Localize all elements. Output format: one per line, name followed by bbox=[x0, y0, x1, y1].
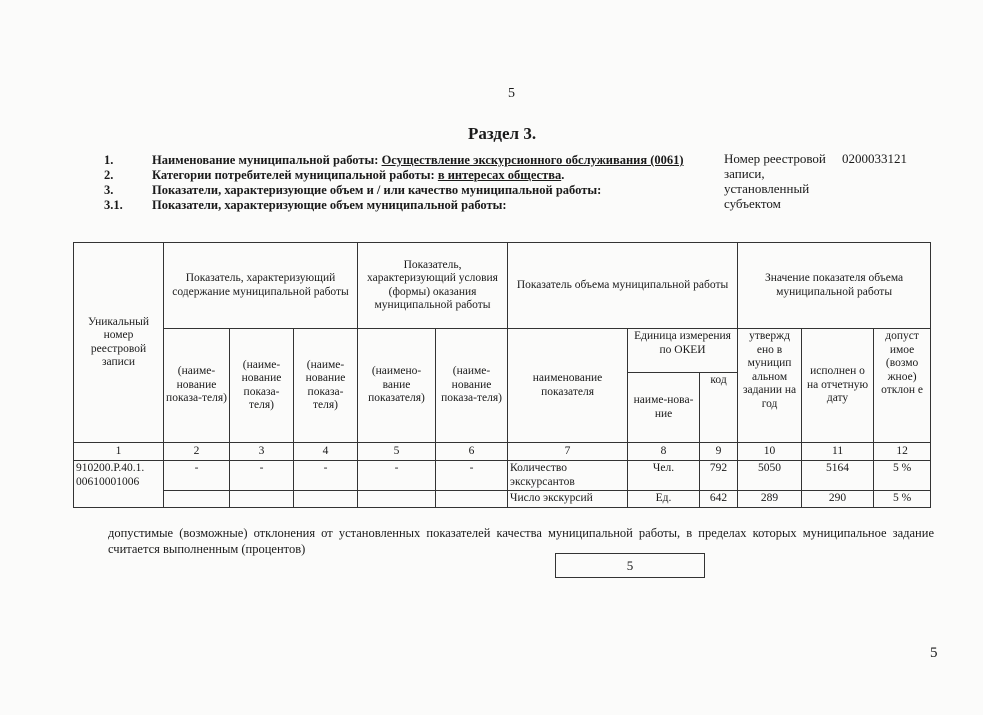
table-row bbox=[74, 491, 931, 508]
header-content-group: Показатель, характеризующий содержание муниципальной работы bbox=[164, 243, 358, 329]
dash-cell: - bbox=[164, 461, 230, 491]
registry-number: 0200033121 bbox=[842, 151, 907, 166]
column-number: 4 bbox=[294, 443, 358, 461]
section-title: Раздел 3. bbox=[468, 124, 537, 143]
empty-cell bbox=[358, 491, 436, 508]
header-unit: Единица измерения по ОКЕИ bbox=[628, 329, 738, 373]
column-number: 7 bbox=[508, 443, 628, 461]
registry-label-2: записи, bbox=[724, 166, 765, 181]
empty-cell bbox=[164, 491, 230, 508]
approved-value: 5050 bbox=[738, 461, 802, 491]
deviation-note: допустимые (возможные) отклонения от установленных показателей качества муниципальной работы, в пределах которых муниципальное задание считается выполненным (процентов) bbox=[108, 526, 934, 556]
approved-value: 289 bbox=[738, 491, 802, 508]
indicator-name: Число экскурсий bbox=[508, 491, 628, 508]
registry-label-1: Номер реестровой bbox=[724, 151, 826, 166]
column-number: 12 bbox=[874, 443, 931, 461]
header-unit-code: код bbox=[700, 373, 738, 443]
unit-code: 792 bbox=[700, 461, 738, 491]
header-deviation: допуст имое (возмо жное) отклон е bbox=[874, 329, 931, 443]
header-content-name-3: (наиме-нование показа-теля) bbox=[294, 329, 358, 443]
record-id: 910200.Р.40.1. 00610001006 bbox=[74, 461, 164, 508]
dash-cell: - bbox=[436, 461, 508, 491]
unit-code: 642 bbox=[700, 491, 738, 508]
column-number: 11 bbox=[802, 443, 874, 461]
work-name: Осуществление экскурсионного обслуживания (0061) bbox=[381, 153, 684, 167]
column-number: 8 bbox=[628, 443, 700, 461]
header-conditions-group: Показатель, характеризующий условия (формы) оказания муниципальной работы bbox=[358, 243, 508, 329]
header-volume-group: Показатель объема муниципальной работы bbox=[508, 243, 738, 329]
executed-value: 290 bbox=[802, 491, 874, 508]
unit-name: Чел. bbox=[628, 461, 700, 491]
empty-cell bbox=[294, 491, 358, 508]
deviation-value: 5 % bbox=[874, 491, 931, 508]
column-number: 6 bbox=[436, 443, 508, 461]
volume-indicators-table bbox=[73, 242, 931, 508]
registry-label-4: субъектом bbox=[724, 196, 781, 211]
list-item bbox=[104, 168, 716, 183]
item-label: Показатели, характеризующие объем муниципальной работы: bbox=[152, 198, 507, 212]
header-content-name-2: (наиме-нование показа-теля) bbox=[230, 329, 294, 443]
header-content-name-1: (наиме-нование показа-теля) bbox=[164, 329, 230, 443]
item-number: 2. bbox=[104, 168, 114, 182]
item-label: Наименование муниципальной работы: bbox=[152, 153, 379, 167]
work-description-list bbox=[104, 153, 716, 213]
column-number: 3 bbox=[230, 443, 294, 461]
header-row bbox=[74, 329, 931, 373]
empty-cell bbox=[230, 491, 294, 508]
dash-cell: - bbox=[358, 461, 436, 491]
page-number-top: 5 bbox=[508, 86, 515, 101]
list-item bbox=[104, 198, 716, 213]
header-value-group: Значение показателя объема муниципальной работы bbox=[738, 243, 931, 329]
list-item bbox=[104, 153, 716, 168]
header-approved: утвержд ено в муницип альном задании на год bbox=[738, 329, 802, 443]
header-indicator-name: наименование показателя bbox=[508, 329, 628, 443]
registry-info bbox=[724, 151, 907, 211]
consumer-category: в интересах общества bbox=[437, 168, 562, 182]
header-form-name-2: (наиме-нование показа-теля) bbox=[436, 329, 508, 443]
header-unique-number: Уникальный номер реестровой записи bbox=[74, 243, 164, 443]
executed-value: 5164 bbox=[802, 461, 874, 491]
item-number: 3.1. bbox=[104, 198, 123, 212]
item-label: Категории потребителей муниципальной работы: bbox=[152, 168, 435, 182]
header-executed: исполнен о на отчетную дату bbox=[802, 329, 874, 443]
column-number: 1 bbox=[74, 443, 164, 461]
deviation-value-box: 5 bbox=[555, 553, 705, 578]
item-number: 1. bbox=[104, 153, 114, 167]
dash-cell: - bbox=[230, 461, 294, 491]
header-unit-name: наиме-нова-ние bbox=[628, 373, 700, 443]
column-number: 2 bbox=[164, 443, 230, 461]
item-end: . bbox=[561, 168, 565, 182]
indicator-name: Количество экскурсантов bbox=[508, 461, 628, 491]
page-number-bottom: 5 bbox=[930, 645, 938, 661]
item-number: 3. bbox=[104, 183, 114, 197]
list-item bbox=[104, 183, 716, 198]
header-form-name-1: (наимено-вание показателя) bbox=[358, 329, 436, 443]
column-number: 10 bbox=[738, 443, 802, 461]
header-row bbox=[74, 243, 931, 329]
column-number: 9 bbox=[700, 443, 738, 461]
empty-cell bbox=[436, 491, 508, 508]
deviation-value: 5 % bbox=[874, 461, 931, 491]
dash-cell: - bbox=[294, 461, 358, 491]
column-number: 5 bbox=[358, 443, 436, 461]
item-label: Показатели, характеризующие объем и / или качество муниципальной работы: bbox=[152, 183, 602, 197]
registry-label-3: установленный bbox=[724, 181, 810, 196]
table-row bbox=[74, 461, 931, 491]
column-numbers-row bbox=[74, 443, 931, 461]
unit-name: Ед. bbox=[628, 491, 700, 508]
